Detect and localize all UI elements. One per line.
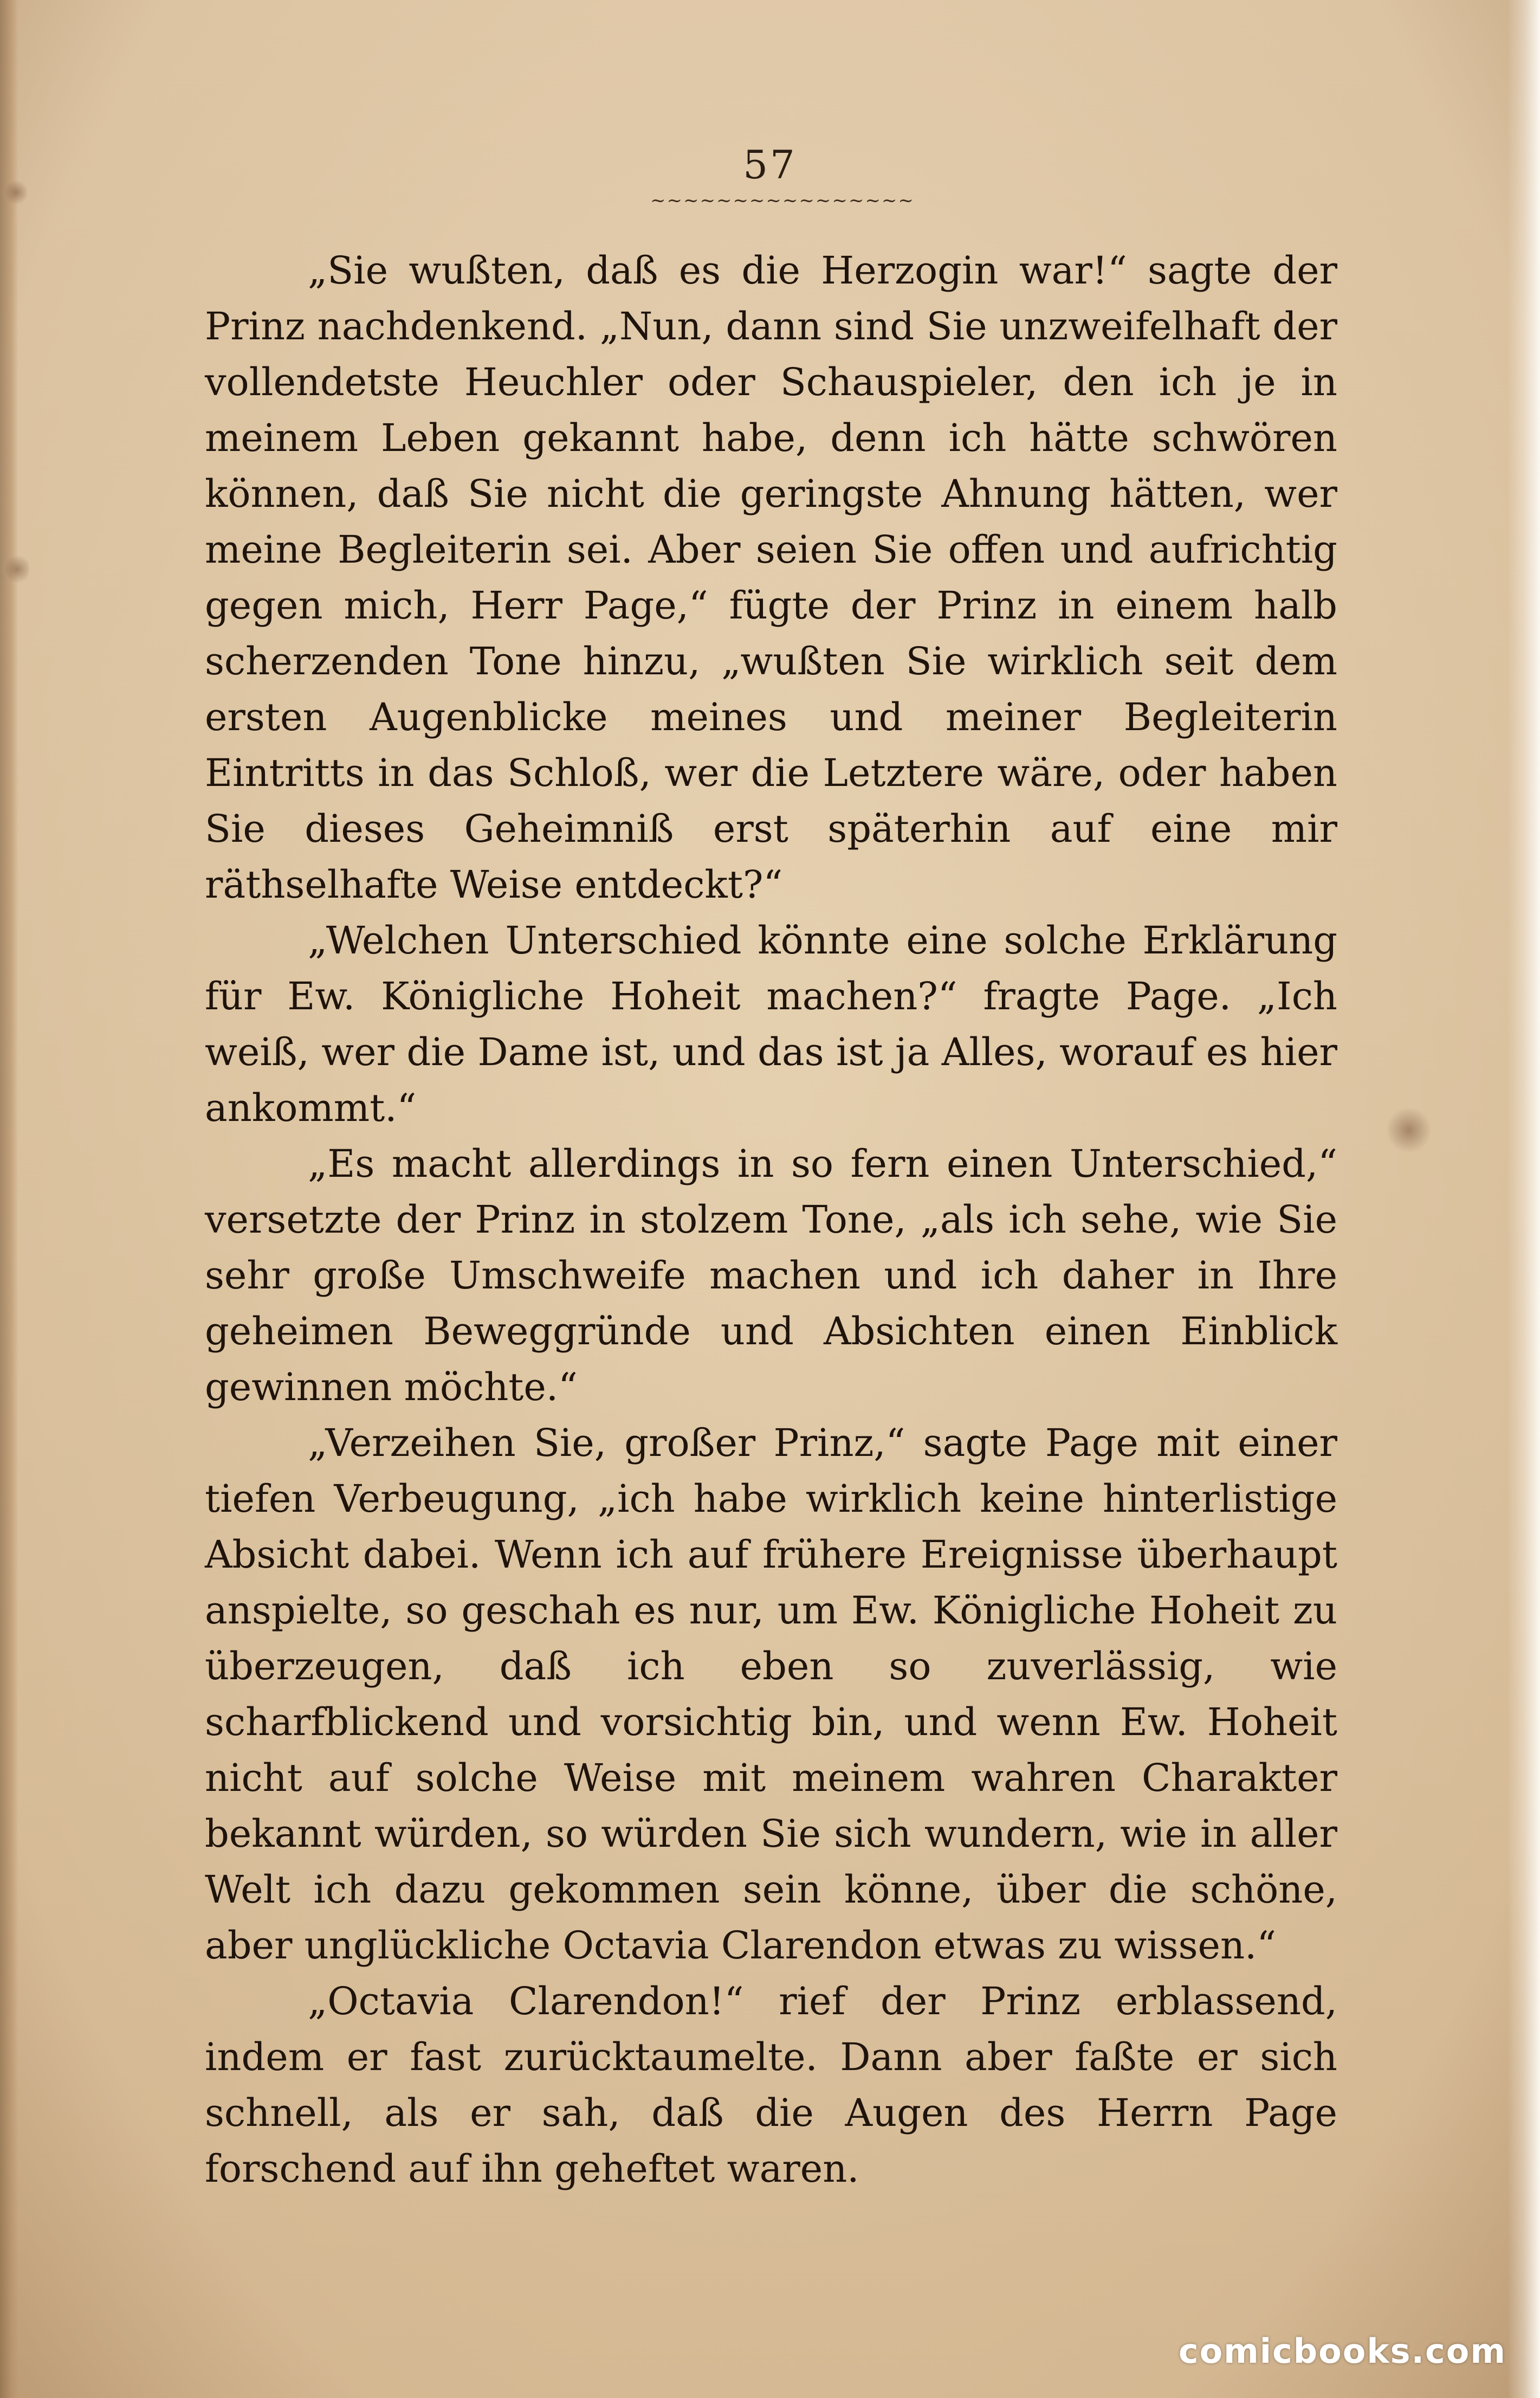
watermark-logo: comicbooks.com xyxy=(1178,2331,1506,2371)
paragraph: „Es macht allerdings in so fern einen Unterschied,“ versetzte der Prinz in stolzem Tone, „als ich sehe, wie Sie sehr große Umschweife machen und ich daher in Ihre geheimen Beweggründe und Absichten einen Einblick gewinnen möchte.“ xyxy=(205,1142,1337,1409)
body-text xyxy=(205,243,1337,2197)
paragraph: „Verzeihen Sie, großer Prinz,“ sagte Page mit einer tiefen Verbeugung, „ich habe wirklich keine hinterlistige Absicht dabei. Wenn ich auf frühere Ereignisse überhaupt anspielte, so geschah es nur, um Ew. Königliche Hoheit zu überzeugen, daß ich eben so zuverlässig, wie scharfblickend und vorsichtig bin, und wenn Ew. Hoheit nicht auf solche Weise mit meinem wahren Charakter bekannt würden, so würden Sie sich wundern, wie in aller Welt ich dazu gekommen sein könne, über die schöne, aber unglückliche Octavia Clarendon etwas zu wissen.“ xyxy=(205,1421,1337,1968)
page-edge-right xyxy=(1507,0,1540,2398)
paper-stain xyxy=(5,553,29,585)
paper-stain xyxy=(1387,1106,1431,1155)
page-edge-left xyxy=(0,0,18,2398)
header-ornament: ~~~~~~~~~~~~~~~~ xyxy=(650,190,915,211)
paragraph: „Welchen Unterschied könnte eine solche Erklärung für Ew. Königliche Hoheit machen?“ fragte Page. „Ich weiß, wer die Dame ist, und das ist ja Alles, worauf es hier ankommt.“ xyxy=(205,918,1337,1130)
paragraph: „Sie wußten, daß es die Herzogin war!“ sagte der Prinz nachdenkend. „Nun, dann sind Sie unzweifelhaft der vollendetste Heuchler oder Schauspieler, den ich je in meinem Leben gekannt habe, denn ich hätte schwören können, daß Sie nicht die geringste Ahnung hätten, wer meine Begleiterin sei. Aber seien Sie offen und aufrichtig gegen mich, Herr Page,“ fügte der Prinz in einem halb scherzenden Tone hinzu, „wußten Sie wirklich seit dem ersten Augenblicke meines und meiner Begleiterin Eintritts in das Schloß, wer die Letztere wäre, oder haben Sie dieses Geheimniß erst späterhin auf eine mir räthselhafte Weise entdeckt?“ xyxy=(205,248,1337,907)
page-number: 57 xyxy=(743,142,797,188)
paragraph: „Octavia Clarendon!“ rief der Prinz erblassend, indem er fast zurücktaumelte. Dann aber faßte er sich schnell, als er sah, daß die Augen des Herrn Page forschend auf ihn geheftet waren. xyxy=(205,1979,1337,2191)
